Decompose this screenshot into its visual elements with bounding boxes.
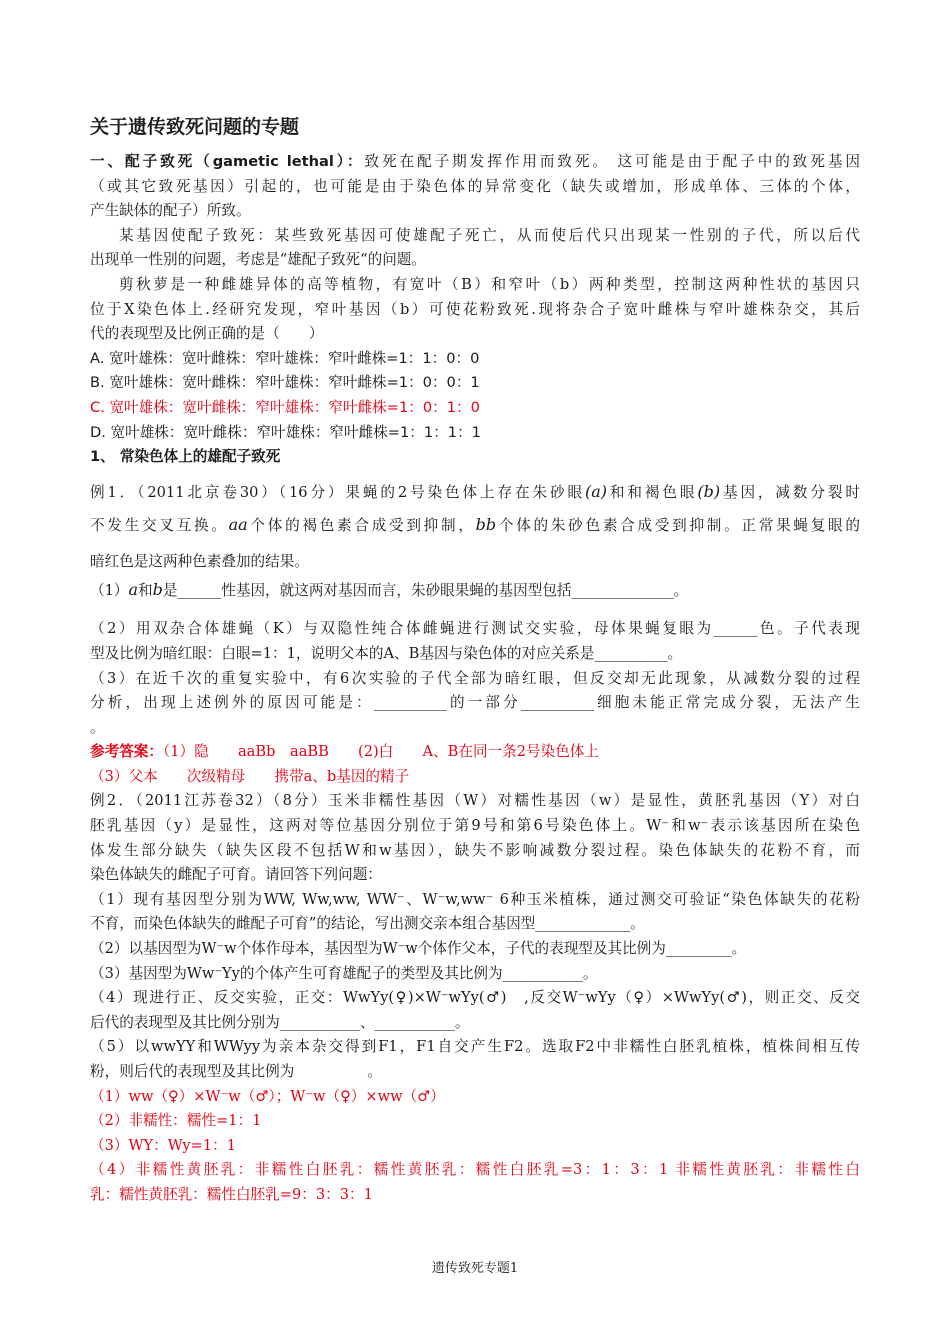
math-q1-b: b [152, 580, 163, 600]
section1-line-1: 一、配子致死（gametic lethal）：致死在配子期发挥作用而致死。 这可能是由于配子中的致死基因 [90, 153, 860, 170]
example2-line-12: 粉，则后代的表现型及其比例为 。 [90, 1063, 382, 1080]
sub-heading-autosomal: 1、 常染色体上的雄配子致死 [90, 448, 281, 466]
section1-p2-line-1: 某基因使配子致死：某些致死基因可使雄配子死亡，从而使后代只出现某一性别的子代，所以后代 [119, 226, 860, 244]
example1-q3-line-1: （3）在近千次的重复实验中，有6次实验的子代全部为暗红眼，但反交却无此现象，从减数分裂的过程 [90, 669, 860, 687]
example2-line-4: 染色体缺失的雌配子可育。请回答下列问题： [90, 866, 382, 884]
document-body [90, 112, 860, 1208]
example2-line-3: 体发生部分缺失（缺失区段不包括W和w基因），缺失不影响减数分裂过程。染色体缺失的花粉不育，而 [90, 841, 860, 859]
math-b: (b) [697, 481, 721, 501]
example2-answer-4: （4）非糯性黄胚乳：非糯性白胚乳：糯性黄胚乳：糯性白胚乳=3：1：3：1 非糯性黄胚乳：非糯性白 [90, 1161, 860, 1179]
example1-q3-line-3: 。 [90, 718, 105, 736]
example2-line-8: （3）基因型为Ww⁻Yy的个体产生可育雄配子的类型及其比例为___________。 [90, 964, 598, 982]
example1-answer-1: 参考答案：（1）隐 aaBb aaBB (2)白 A、B在同一条2号染色体上 [90, 743, 599, 761]
section1-p3-line-3: 代的表现型及比例正确的是（ ） [90, 325, 324, 343]
math-q1-a: a [128, 580, 139, 600]
math-a: (a) [584, 481, 607, 501]
option-b: B. 宽叶雄株：宽叶雌株：窄叶雄株：窄叶雌株=1：0：0：1 [90, 374, 480, 392]
section1-p2-line-2: 出现单一性别的问题，考虑是“雄配子致死“的问题。 [90, 251, 426, 269]
example2-line-7: （2）以基因型为W⁻w个体作母本，基因型为W⁻w个体作父本，子代的表现型及其比例为_________。 [90, 940, 747, 958]
example2-line-2: 胚乳基因（y）是显性，这两对等位基因分别位于第9号和第6号染色体上。W⁻和w⁻表示该基因所在染色 [90, 817, 860, 835]
example2-line-11: （5）以wwYY和WWyy为亲本杂交得到F1，F1自交产生F2。选取F2中非糯性白胚乳植株，植株间相互传 [90, 1038, 860, 1056]
section1-p3-line-1: 剪秋萝是一种雌雄异体的高等植物，有宽叶（B）和窄叶（b）两种类型，控制这两种性状的基因只 [119, 275, 860, 293]
example1-line-3: 暗红色是这两种色素叠加的结果。 [90, 552, 309, 570]
section1-p3-line-2: 位于X染色体上.经研究发现，窄叶基因（b）可使花粉致死.现将杂合子宽叶雌株与窄叶雄株杂交，其后 [90, 300, 860, 318]
example2-answer-1: （1）ww（♀）×W⁻w（♂）；W⁻w（♀）×ww（♂） [90, 1087, 445, 1105]
example2-line-9: （4）现进行正、反交实验，正交：WwYy(♀)×W⁻wYy(♂) ,反交W⁻wYy（♀）×WwYy(♂)，则正交、反交 [90, 989, 860, 1007]
section1-heading: 一、配子致死（gametic lethal）： [90, 153, 365, 170]
math-bb: bb [475, 514, 497, 534]
example2-answer-3: （3）WY：Wy=1：1 [90, 1136, 237, 1154]
document-title: 关于遗传致死问题的专题 [90, 116, 300, 138]
math-aa: aa [228, 514, 248, 534]
example1-line-2: 不发生交叉互换。aa个体的褐色素合成受到抑制，bb个体的朱砂色素合成受到抑制。正常果蝇复眼的 [90, 514, 860, 534]
example1-q1: （1）a和b是______性基因，就这两对基因而言，朱砂眼果蝇的基因型包括______________。 [90, 580, 689, 600]
option-a: A. 宽叶雄株：宽叶雌株：窄叶雄株：窄叶雌株=1：1：0：0 [90, 349, 480, 367]
example2-answer-5: 乳：糯性黄胚乳：糯性白胚乳=9：3：3：1 [90, 1185, 373, 1203]
answer-label: 参考答案： [90, 743, 163, 761]
example1-answer-2: （3）父本 次级精母 携带a、b基因的精子 [90, 767, 410, 785]
option-d: D. 宽叶雄株：宽叶雌株：窄叶雄株：窄叶雌株=1：1：1：1 [90, 423, 481, 441]
example2-answer-2: （2）非糯性：糯性=1：1 [90, 1112, 262, 1130]
example1-q3-line-2: 分析，出现上述例外的原因可能是：__________的一部分__________细胞未能正常完成分裂，无法产生 [90, 694, 860, 712]
section1-line-3: 产生缺体的配子）所致。 [90, 202, 251, 220]
example2-line-5: （1）现有基因型分别为WW, Ww,ww, WW⁻、W⁻w,ww⁻ 6种玉米植株，通过测交可验证“染色体缺失的花粉 [90, 890, 860, 908]
example1-q2-line-1: （2）用双杂合体雄蝇（K）与双隐性纯合体雌蝇进行测试交实验，母体果蝇复眼为______色。子代表现 [90, 620, 860, 638]
page-footer: 遗传致死专题1 [431, 1261, 519, 1276]
example1-q2-line-2: 型及比例为暗红眼：白眼=1：1，说明父本的A、B基因与染色体的对应关系是__________。 [90, 644, 683, 662]
example1-line-1: 例1．（2011北京卷30）（16分）果蝇的2号染色体上存在朱砂眼(a)和和褐色眼(b)基因，减数分裂时 [90, 481, 860, 501]
example2-line-6: 不育，而染色体缺失的雌配子可育”的结论，写出测交亲本组合基因型_____________。 [90, 915, 645, 933]
example2-line-1: 例2．（2011江苏卷32）（8分）玉米非糯性基因（W）对糯性基因（w）是显性，黄胚乳基因（Y）对白 [90, 792, 860, 810]
section1-line-2: （或其它致死基因）引起的，也可能是由于染色体的异常变化（缺失或增加，形成单体、三体的个体， [90, 177, 860, 195]
option-c-correct: C. 宽叶雄株：宽叶雌株：窄叶雄株：窄叶雌株=1：0：1：0 [90, 398, 480, 416]
example2-line-10: 后代的表现型及其比例分别为___________、___________。 [90, 1013, 470, 1031]
